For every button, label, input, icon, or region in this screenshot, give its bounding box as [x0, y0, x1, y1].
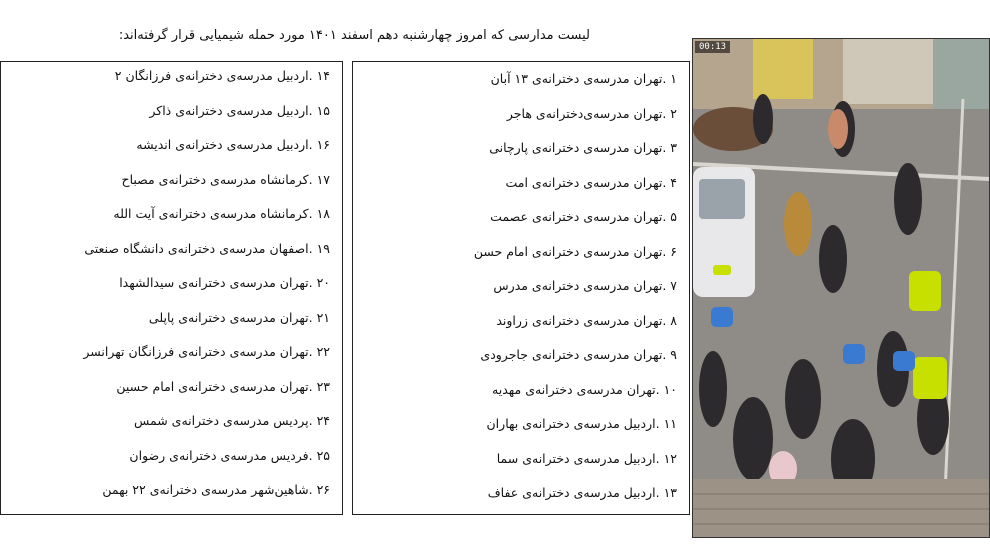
crowd-photo-illustration — [693, 39, 989, 537]
school-list-item: ۱۱ .اردبیل مدرسه‌ی دخترانه‌ی بهاران — [486, 416, 677, 431]
school-list-item: ۱۵ .اردبیل مدرسه‌ی دخترانه‌ی ذاکر — [149, 102, 330, 118]
school-list-item: ۲۲ .تهران مدرسه‌ی دخترانه‌ی فرزانگان تهرانسر — [83, 344, 330, 359]
school-list-item: ۱۳ .اردبیل مدرسه‌ی دخترانه‌ی عفاف — [487, 485, 677, 500]
school-list-item: ۱۸ .کرمانشاه مدرسه‌ی دخترانه‌ی آیت الله — [113, 206, 330, 221]
school-list-item: ۲۶ .شاهین‌شهر مدرسه‌ی دخترانه‌ی ۲۲ بهمن — [102, 482, 330, 497]
crowd-photo — [692, 38, 990, 538]
school-list-item: ۲۰ .تهران مدرسه‌ی دخترانه‌ی سیدالشهدا — [119, 275, 330, 290]
school-list-item: ۲۳ .تهران مدرسه‌ی دخترانه‌ی امام حسین — [116, 378, 330, 394]
school-list-item: ۲۵ .فردیس مدرسه‌ی دخترانه‌ی رضوان — [129, 447, 330, 463]
school-list-item: ۳ .تهران مدرسه‌ی دخترانه‌ی پارچانی — [489, 140, 677, 155]
school-list-item: ۱۷ .کرمانشاه مدرسه‌ی دخترانه‌ی مصباح — [121, 171, 330, 187]
school-list-item: ۱۶ .اردبیل مدرسه‌ی دخترانه‌ی اندیشه — [136, 137, 330, 152]
school-list-item: ۱۲ .اردبیل مدرسه‌ی دخترانه‌ی سما — [496, 450, 677, 466]
school-list-item: ۲۴ .پردیس مدرسه‌ی دخترانه‌ی شمس — [134, 413, 330, 428]
school-list-item: ۶ .تهران مدرسه‌ی دخترانه‌ی امام حسن — [473, 243, 677, 259]
school-list-item: ۹ .تهران مدرسه‌ی دخترانه‌ی جاجرودی — [480, 347, 677, 362]
school-list-item: ۷ .تهران مدرسه‌ی دخترانه‌ی مدرس — [493, 278, 677, 293]
school-list-item: ۱ .تهران مدرسه‌ی دخترانه‌ی ۱۳ آبان — [490, 71, 677, 86]
school-list-item: ۲ .تهران مدرسه‌ی‌دخترانه‌ی هاجر — [506, 105, 677, 121]
school-list-item: ۱۰ .تهران مدرسه‌ی دخترانه‌ی مهدیه — [492, 381, 677, 397]
school-list-item: ۵ .تهران مدرسه‌ی دخترانه‌ی عصمت — [490, 209, 677, 224]
video-timestamp: 00:13 — [695, 41, 730, 53]
list-heading: لیست مدارسی که امروز چهارشنبه دهم اسفند ۱۴۰۱ مورد حمله شیمیایی قرار گرفته‌اند: — [118, 28, 590, 43]
school-list-item: ۱۴ .اردبیل مدرسه‌ی دخترانه‌ی فرزانگان ۲ — [114, 68, 330, 83]
school-list-item: ۲۱ .تهران مدرسه‌ی دخترانه‌ی پاپلی — [148, 309, 330, 325]
school-list-item: ۸ .تهران مدرسه‌ی دخترانه‌ی زراوند — [496, 312, 677, 328]
school-list-item: ۱۹ .اصفهان مدرسه‌ی دخترانه‌ی دانشگاه صنعتی — [84, 240, 330, 256]
school-list-left — [0, 61, 343, 515]
school-list-right — [352, 61, 690, 515]
school-list-item: ۴ .تهران مدرسه‌ی دخترانه‌ی امت — [505, 174, 677, 190]
